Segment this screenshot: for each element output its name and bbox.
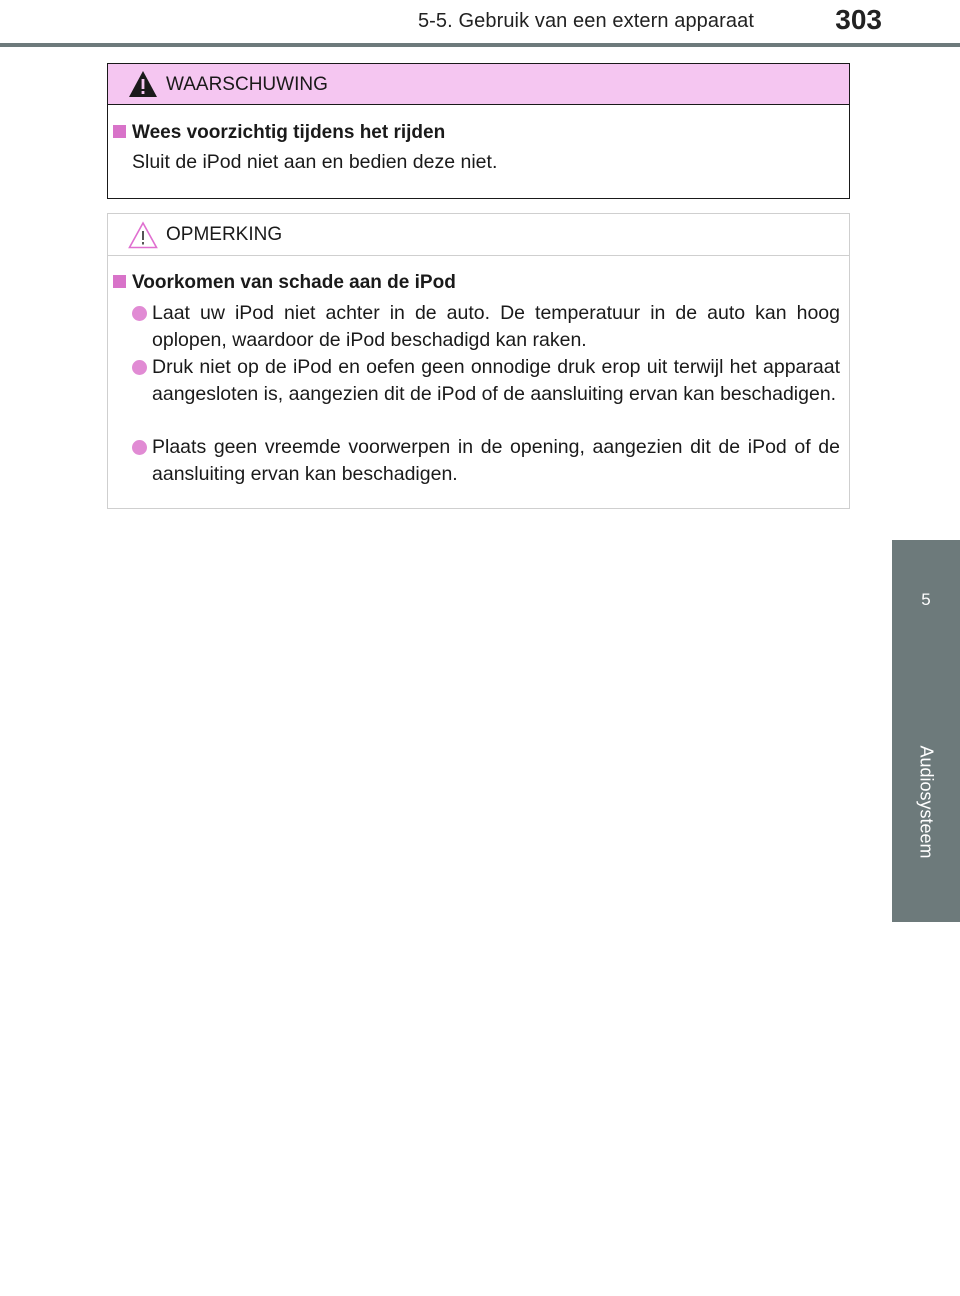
chapter-number: 5: [921, 590, 931, 609]
list-item-text: Plaats geen vreemde voorwerpen in de opening, aangezien dit de iPod of de aansluiting ervan kan beschadigen.: [152, 436, 840, 485]
notice-header: [108, 214, 849, 256]
section-title: 5-5. Gebruik van een extern apparaat: [417, 10, 754, 32]
notice-box: [107, 213, 850, 509]
page-number: 303: [835, 4, 882, 35]
square-bullet-icon: [113, 125, 126, 138]
round-bullet-icon: [132, 306, 147, 321]
notice-heading-text: Voorkomen van schade aan de iPod: [132, 272, 456, 293]
warning-triangle-icon: [128, 70, 158, 103]
square-bullet-icon: [113, 275, 126, 288]
round-bullet-icon: [132, 440, 147, 455]
list-item-text: Druk niet op de iPod en oefen geen onnodige druk erop uit terwijl het apparaat aangesloten is, aangezien dit de iPod of de aansluiting ervan kan beschadigen.: [152, 356, 840, 405]
chapter-tab: [892, 540, 960, 922]
warning-label: WAARSCHUWING: [166, 74, 328, 95]
list-item: [132, 434, 840, 488]
list-item: [132, 354, 840, 408]
warning-heading: [113, 122, 445, 144]
list-item: [132, 300, 840, 354]
warning-text: Sluit de iPod niet aan en bedien deze niet.: [132, 151, 498, 173]
list-item-text: Laat uw iPod niet achter in de auto. De temperatuur in de auto kan hoog oplopen, waardoor de iPod beschadigd kan raken.: [152, 302, 840, 351]
caution-triangle-icon: [128, 221, 158, 254]
notice-heading: [113, 272, 456, 294]
chapter-label: Audiosysteem: [916, 745, 937, 859]
notice-label: OPMERKING: [166, 224, 283, 245]
header-divider: [0, 43, 960, 47]
warning-heading-text: Wees voorzichtig tijdens het rijden: [132, 122, 446, 143]
warning-box: [107, 63, 850, 199]
warning-header: [108, 64, 849, 105]
round-bullet-icon: [132, 360, 147, 375]
